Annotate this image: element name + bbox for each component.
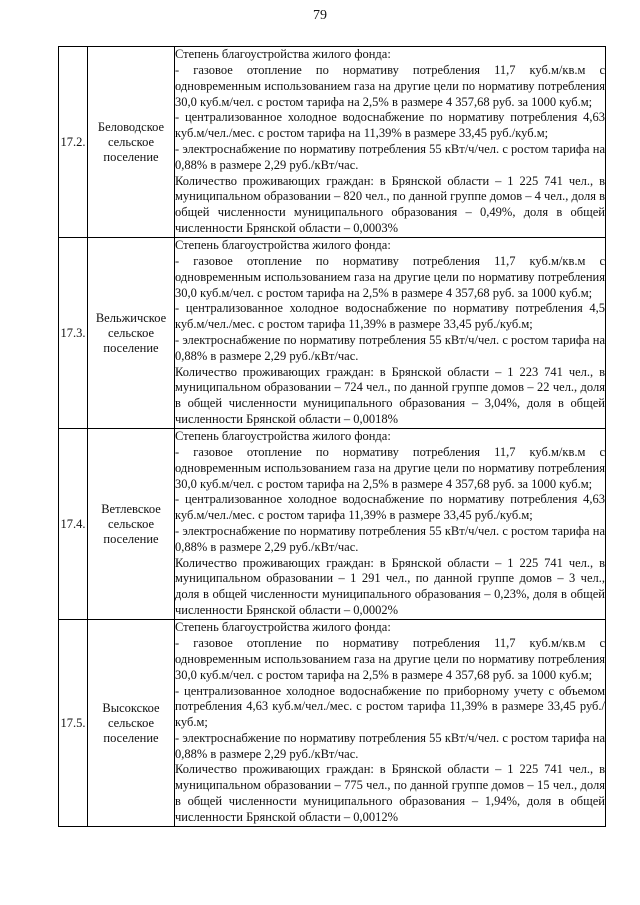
settlement-name: Беловодское сельское поселение (88, 47, 175, 238)
table-row (59, 238, 606, 429)
row-number: 17.4. (59, 429, 88, 620)
settlement-name: Ветлевское сельское поселение (88, 429, 175, 620)
settlement-name: Высокское сельское поселение (88, 620, 175, 827)
page-number: 79 (313, 8, 327, 23)
gas-heating-text: - газовое отопление по нормативу потребления 11,7 куб.м/кв.м с одновременным использованием газа на другие цели по нормативу потребления 30,0 куб.м/чел. с ростом тарифа на 2,5% в размере 4 357,68 руб. за 1000 куб.м; (175, 254, 605, 300)
row-description (175, 429, 606, 620)
improvement-heading: Степень благоустройства жилого фонда: (175, 620, 391, 635)
improvement-heading: Степень благоустройства жилого фонда: (175, 47, 391, 62)
row-number: 17.3. (59, 238, 88, 429)
gas-heating-text: - газовое отопление по нормативу потребления 11,7 куб.м/кв.м с одновременным использованием газа на другие цели по нормативу потребления 30,0 куб.м/чел. с ростом тарифа на 2,5% в размере 4 357,68 руб. за 1000 куб.м; (175, 63, 605, 109)
gas-heating-text: - газовое отопление по нормативу потребления 11,7 куб.м/кв.м с одновременным использованием газа на другие цели по нормативу потребления 30,0 куб.м/чел. с ростом тарифа на 2,5% в размере 4 357,68 руб. за 1000 куб.м; (175, 445, 605, 491)
row-number: 17.2. (59, 47, 88, 238)
citizens-count-text: Количество проживающих граждан: в Брянской области – 1 225 741 чел., в муниципальном образовании – 820 чел., по данной группе домов – 4 чел., доля в общей численности муниципального образования – 0,49%, доля в общей численности Брянской области – 0,0003% (175, 173, 605, 235)
row-number: 17.5. (59, 620, 88, 827)
housing-table (58, 46, 606, 827)
power-supply-text: - электроснабжение по нормативу потребления 55 кВт/ч/чел. с ростом тарифа на 0,88% в размере 2,29 руб./кВт/час. (175, 524, 605, 554)
row-description (175, 47, 606, 238)
settlement-name: Вельжичское сельское поселение (88, 238, 175, 429)
power-supply-text: - электроснабжение по нормативу потребления 55 кВт/ч/чел. с ростом тарифа на 0,88% в размере 2,29 руб./кВт/час. (175, 730, 605, 761)
water-supply-text: - централизованное холодное водоснабжение по нормативу потребления 4,5 куб.м/чел./мес. с ростом тарифа 11,39% в размере 33,45 руб./куб.м; (175, 301, 605, 332)
gas-heating-text: - газовое отопление по нормативу потребления 11,7 куб.м/кв.м с одновременным использованием газа на другие цели по нормативу потребления 30,0 куб.м/чел. с ростом тарифа на 2,5% в размере 4 357,68 руб. за 1000 куб.м; (175, 636, 605, 682)
improvement-heading: Степень благоустройства жилого фонда: (175, 429, 391, 444)
row-description (175, 620, 606, 827)
power-supply-text: - электроснабжение по нормативу потребления 55 кВт/ч/чел. с ростом тарифа на 0,88% в размере 2,29 руб./кВт/час. (175, 142, 605, 172)
improvement-heading: Степень благоустройства жилого фонда: (175, 238, 391, 253)
citizens-count-text: Количество проживающих граждан: в Брянской области – 1 225 741 чел., в муниципальном образовании – 1 291 чел., по данной группе домов – 3 чел., доля в общей численности муниципального образования – 0,23%, доля в общей численности Брянской области – 0,0002% (175, 555, 605, 617)
table-row (59, 429, 606, 620)
water-supply-text: - централизованное холодное водоснабжение по нормативу потребления 4,63 куб.м/чел./мес. с ростом тарифа 11,39% в размере 33,45 руб./куб.м; (175, 492, 605, 523)
power-supply-text: - электроснабжение по нормативу потребления 55 кВт/ч/чел. с ростом тарифа на 0,88% в размере 2,29 руб./кВт/час. (175, 333, 605, 363)
row-description (175, 238, 606, 429)
citizens-count-text: Количество проживающих граждан: в Брянской области – 1 225 741 чел., в муниципальном образовании – 775 чел., по данной группе домов – 15 чел., доля в общей численности муниципального образования – 1,94%, доля в общей численности Брянской области – 0,0012% (175, 762, 605, 824)
table-row (59, 47, 606, 238)
citizens-count-text: Количество проживающих граждан: в Брянской области – 1 223 741 чел., в муниципальном образовании – 724 чел., по данной группе домов – 22 чел., доля в общей численности муниципального образования – 3,04%, доля в общей численности Брянской области – 0,0018% (175, 364, 605, 426)
water-supply-text: - централизованное холодное водоснабжение по приборному учету с объемом потребления 4,63 куб.м/чел./мес. с ростом тарифа 11,39% в размере 33,45 руб./куб.м; (175, 683, 605, 730)
water-supply-text: - централизованное холодное водоснабжение по нормативу потребления 4,63 куб.м/чел./мес. с ростом тарифа на 11,39% в размере 33,45 руб./куб.м; (175, 110, 605, 141)
table-row (59, 620, 606, 827)
